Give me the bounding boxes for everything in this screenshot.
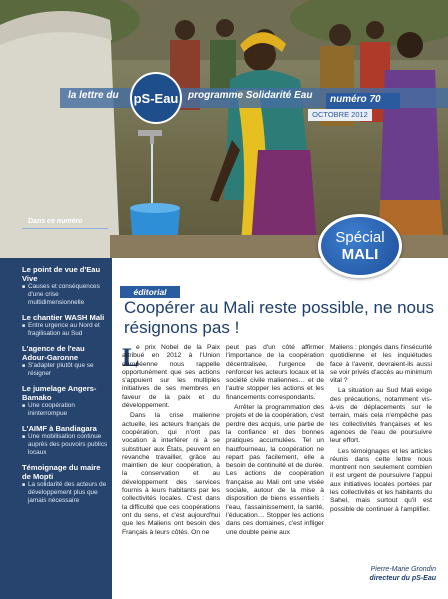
signature [336, 565, 436, 583]
sidebar-item-title: Témoignage du maire de Mopti [22, 463, 101, 481]
sidebar-item[interactable] [22, 344, 110, 378]
paragraph [122, 344, 220, 410]
signature-role: directeur du pS-Eau [369, 575, 436, 582]
sidebar-heading: Dans ce numéro [28, 218, 83, 225]
masthead-program-name: programme Solidarité Eau [188, 90, 313, 101]
paragraph: Les témoignages et les articles réunis dans cette lettre nous montrent non seulement combien il est urgent de poursuivre l'appui aux initiatives locales portées par les collectivités et les habitants du Sahel, mais surtout qu'il est possible de continuer à l'amplifier. [330, 447, 432, 513]
sidebar-item-sub: ■ Entre urgence au Nord et fragilisation au Sud [22, 322, 110, 338]
ps-eau-logo [130, 72, 182, 124]
sidebar-item-sub: ■ S'adapter plutôt que se résigner [22, 362, 110, 378]
sidebar-item-title: Le chantier WASH Mali [22, 313, 105, 322]
sidebar-item[interactable] [22, 313, 110, 338]
sidebar-item[interactable] [22, 463, 110, 505]
badge-line2: MALI [341, 246, 379, 263]
paragraph-text: e prix Nobel de la Paix attribué en 2012 à l'Union européenne nous rappelle opportunément que ses actions s'appuient sur les multiples initiatives de ses membres en faveur de la paix et du développement. [122, 344, 220, 410]
issue-date: OCTOBRE 2012 [308, 109, 372, 121]
sidebar-divider [22, 228, 108, 229]
sidebar-item-title: L'agence de l'eau Adour-Garonne [22, 344, 85, 362]
sidebar-item-title: Le jumelage Angers-Bamako [22, 384, 97, 402]
sidebar-contents [22, 265, 110, 511]
sidebar-item[interactable] [22, 265, 110, 307]
badge-line1: Spécial [335, 229, 385, 246]
drop-cap: L [122, 343, 140, 372]
masthead-left-text: la lettre du [68, 90, 119, 101]
sidebar-item-sub: ■ La solidarité des acteurs de développement plus que jamais nécessaire [22, 481, 110, 505]
sidebar-item-sub: ■ Une coopération ininterrompue [22, 402, 110, 418]
paragraph: La situation au Sud Mali exige des précautions, notamment vis-à-vis de déplacements sur le terrain, mais cela n'empêche pas les collectivités françaises et les agences de l'eau de poursuivre leur effort. [330, 387, 432, 445]
signature-name: Pierre-Marie Grondin [370, 566, 436, 573]
paragraph: Maliens : plongés dans l'insécurité quotidienne et les inquiétudes face à l'avenir, devraient-ils aussi se voir privés d'accès au minimum vital ? [330, 344, 432, 385]
paragraph: Dans la crise malienne actuelle, les acteurs français de coopération, qui n'ont pas vocation à interférer ni à se substituer aux États, peuvent en revanche travailler, grâce au maintien de leur coopération, à la conservation et au développement des services fournis à leurs habitants par les collectivités locales. C'est dans la difficulté que ces coopérations ont du sens, et c'est aujourd'hui que les Maliens ont besoin des Français à leurs côtés. On ne [122, 412, 220, 536]
sidebar-item-title: Le point de vue d'Eau Vive [22, 265, 101, 283]
article-headline: Coopérer au Mali reste possible, ne nous résignons pas ! [124, 298, 434, 337]
paragraph: peut pas d'un côté affirmer l'importance de la coopération décentralisée, l'urgence de renforcer les acteurs locaux et la société civile maliennes… et de l'autre stopper les actions et les financements correspondants. [226, 344, 324, 401]
article-column-1 [122, 344, 220, 539]
logo-text: pS-Eau [133, 90, 179, 106]
sidebar-item-title: L'AIMF à Bandiagara [22, 424, 97, 433]
article-column-3 [330, 344, 432, 516]
sidebar-item-sub: ■ Causes et conséquences d'une crise multidimensionnelle [22, 283, 110, 307]
issue-number: numéro 70 [330, 94, 381, 105]
paragraph: Arrêter la programmation des projets et de la coopération, c'est perdre des acquis, une partie de la confiance et des bonnes pratiques accumulées. Tel un hautfourneau, la coopération ne repart pas facilement, elle a besoin de continuité et de durée. Les actions de coopération française au Mali ont une visée sociale, autour de la mise à disposition de biens essentiels : l'eau, l'assainissement, la santé, l'éducation… Stopper les actions dans ces domaines, c'est infliger une double peine aux [226, 404, 324, 536]
section-tag: éditorial [120, 286, 180, 298]
special-mali-badge [318, 214, 402, 278]
sidebar-item-sub: ■ Une mobilisation continue auprès des pouvoirs publics locaux [22, 433, 110, 457]
article-column-2 [226, 344, 324, 539]
sidebar-item[interactable] [22, 384, 110, 418]
sidebar-item[interactable] [22, 424, 110, 457]
